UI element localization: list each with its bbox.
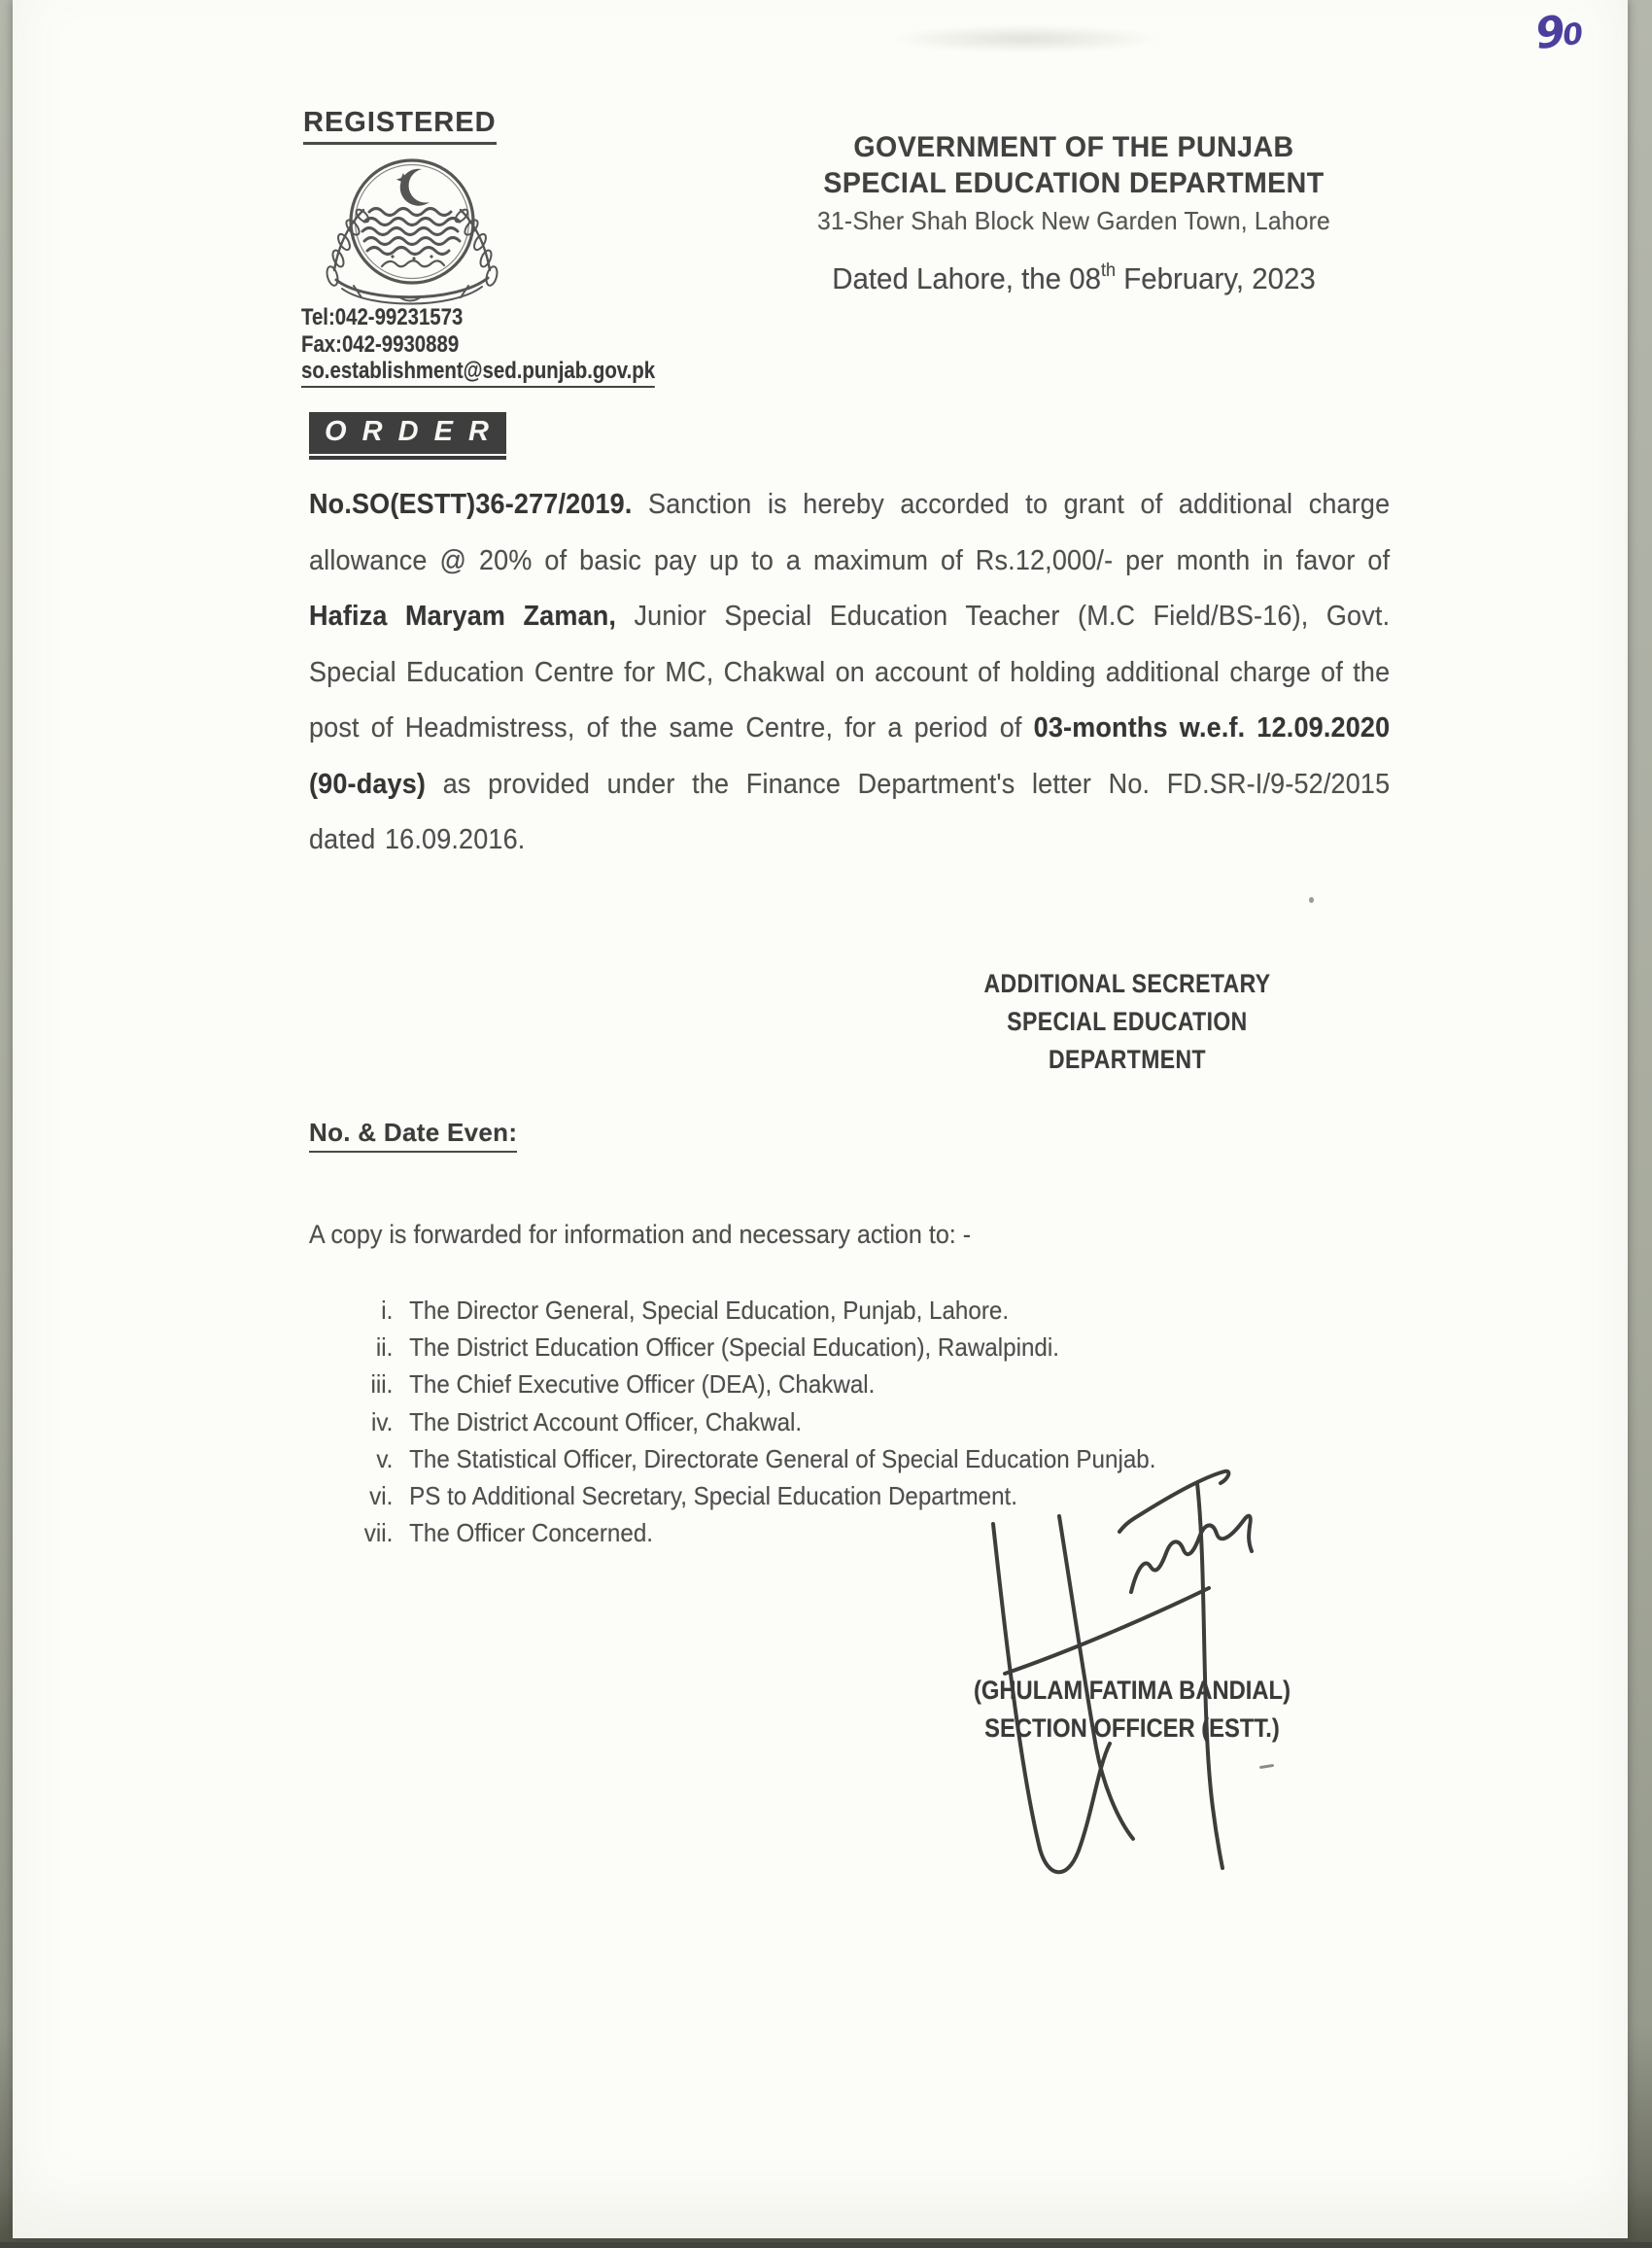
recipient-numeral: v. <box>376 1443 394 1473</box>
recipient-numeral: iv. <box>370 1406 394 1436</box>
scan-smudge <box>889 25 1161 52</box>
order-heading: O R D E R <box>309 412 506 454</box>
contact-fax: Fax:042-9930889 <box>301 330 460 358</box>
letterhead-address: 31-Sher Shah Block New Garden Town, Lahore <box>817 206 1330 235</box>
contact-email: so.establishment@sed.punjab.gov.pk <box>301 358 655 388</box>
registered-label: REGISTERED <box>303 107 497 145</box>
recipient-numeral: vii. <box>363 1518 394 1548</box>
recipient-text: The Chief Executive Officer (DEA), Chakwal. <box>409 1369 876 1400</box>
recipient-row <box>346 1329 1155 1366</box>
recipient-text: The Director General, Special Education, Punjab, Lahore. <box>409 1296 1010 1325</box>
body-segment-3: as provided under the Finance Department's letter No. FD.SR-I/9-52/2015 dated 16.09.2016. <box>309 768 1391 855</box>
recipient-numeral: i. <box>381 1296 394 1325</box>
recipient-text: PS to Additional Secretary, Special Education Department. <box>409 1481 1018 1511</box>
copy-forwarded-line: A copy is forwarded for information and necessary action to: - <box>309 1220 972 1249</box>
recipient-text: The District Account Officer, Chakwal. <box>409 1406 803 1436</box>
recipient-row <box>346 1366 1155 1402</box>
signature-name-block <box>957 1672 1308 1747</box>
signatory-title: SECTION OFFICER (ESTT.) <box>984 1713 1280 1743</box>
date-suffix: February, 2023 <box>1123 261 1316 295</box>
date-ordinal-suffix: th <box>1100 260 1117 281</box>
officer-name: Hafiza Maryam Zaman, <box>309 601 617 632</box>
no-and-date-even-label: No. & Date Even: <box>309 1118 517 1153</box>
recipient-text: The District Education Officer (Special Education), Rawalpindi. <box>409 1332 1059 1363</box>
signatory-line-3: DEPARTMENT <box>1049 1045 1206 1074</box>
recipient-numeral: iii. <box>370 1369 394 1400</box>
date-prefix: Dated Lahore, the 08 <box>832 261 1101 295</box>
punjab-government-logo-icon <box>309 152 503 307</box>
order-reference-number: No.SO(ESTT)36-277/2019. <box>309 489 633 520</box>
contact-block <box>301 304 655 388</box>
letterhead-department-line: SPECIAL EDUCATION DEPARTMENT <box>823 166 1325 199</box>
handwritten-page-number: 90 <box>1532 7 1583 60</box>
handwritten-signature <box>931 1427 1300 1893</box>
order-body-paragraph <box>309 477 1390 869</box>
recipient-text: The Officer Concerned. <box>409 1518 653 1548</box>
signatory-name: (GHULAM FATIMA BANDIAL) <box>974 1676 1291 1705</box>
letterhead <box>755 130 1393 296</box>
letterhead-government-line: GOVERNMENT OF THE PUNJAB <box>853 131 1294 163</box>
recipient-numeral: vi. <box>369 1481 394 1511</box>
order-heading-underline <box>309 412 506 460</box>
recipient-numeral: ii. <box>375 1332 394 1363</box>
scan-speck <box>1309 897 1314 903</box>
letterhead-date-line <box>755 260 1393 296</box>
signatory-line-1: ADDITIONAL SECRETARY <box>983 969 1271 998</box>
body-segment-1: Sanction is hereby accorded to grant of additional charge allowance @ 20% of basic pay up to a maximum of Rs.12,000/- per month in favor of <box>309 489 1391 576</box>
body-segment-2: Junior Special Education Teacher (M.C Field/BS-16), Govt. Special Education Centre for MC, Chakwal on account of holding additional charge of the post of Headmistress, of the same Centre, for a period of <box>309 601 1391 744</box>
recipient-row <box>346 1292 1155 1329</box>
charge-period: 03-months w.e.f. 12.09.2020 (90-days) <box>309 712 1391 800</box>
recipient-text: The Statistical Officer, Directorate General of Special Education Punjab. <box>409 1443 1156 1473</box>
signatory-designation-block <box>954 965 1301 1079</box>
contact-tel: Tel:042-99231573 <box>301 304 464 330</box>
signatory-line-2: SPECIAL EDUCATION <box>1007 1007 1248 1036</box>
